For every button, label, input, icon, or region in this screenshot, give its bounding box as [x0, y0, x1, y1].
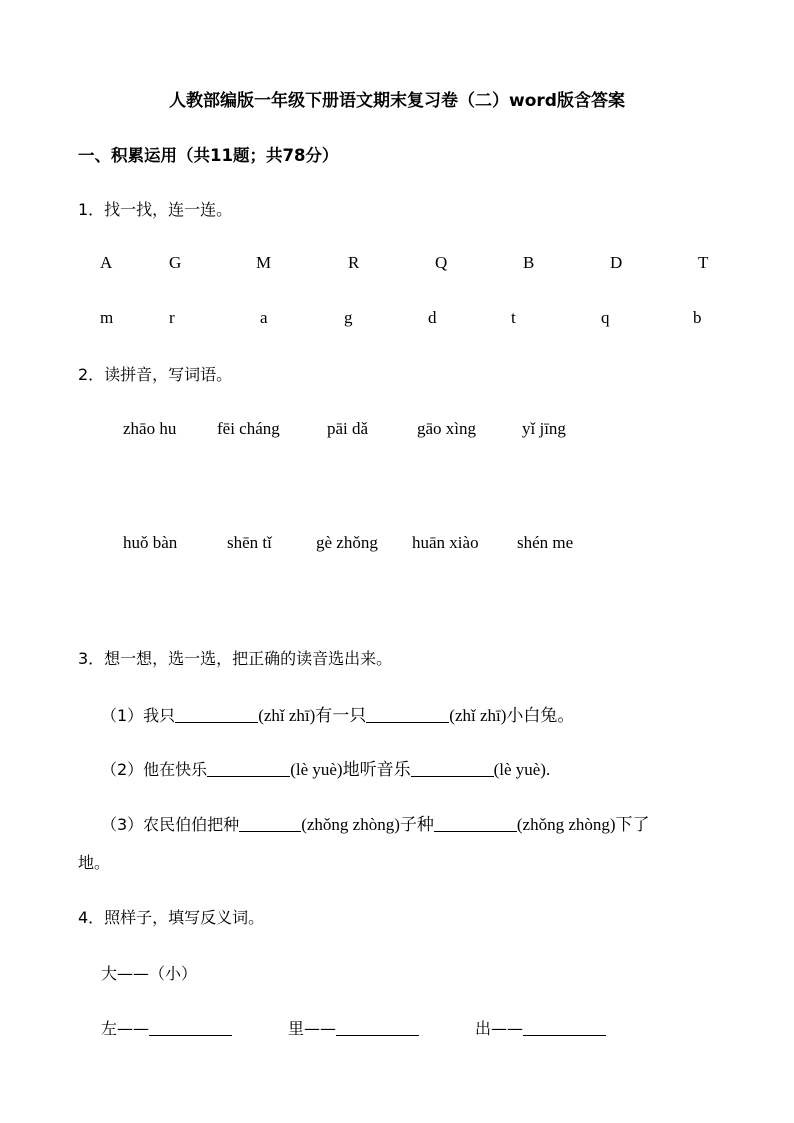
answer-blank[interactable]	[411, 762, 494, 777]
answer-blank[interactable]	[366, 708, 449, 723]
pinyin-word: shén me	[517, 533, 574, 552]
item-text: （1）我只	[101, 706, 176, 725]
pinyin-word: shēn tǐ	[227, 533, 272, 552]
upper-letter: Q	[435, 253, 448, 272]
question-1-label: 1．找一找，连一连。	[78, 200, 233, 219]
upper-letter: R	[348, 253, 360, 272]
antonym-example: 大——（小）	[101, 964, 198, 983]
question-3-label: 3．想一想，选一选，把正确的读音选出来。	[78, 649, 393, 668]
lower-letter: q	[601, 308, 610, 327]
item-text: (zhǒng zhòng)下了	[516, 815, 650, 834]
antonym-word: 里——	[288, 1019, 337, 1038]
lower-letter: a	[260, 308, 268, 327]
question-3-item-3-continued: 地。	[78, 853, 111, 872]
antonym-word: 出——	[475, 1019, 524, 1038]
upper-letter: A	[100, 253, 113, 272]
lower-letter: r	[169, 308, 175, 327]
pinyin-word: pāi dǎ	[327, 419, 369, 438]
pinyin-word: huǒ bàn	[123, 533, 178, 552]
answer-blank[interactable]	[207, 762, 290, 777]
pinyin-word: gāo xìng	[417, 419, 477, 438]
antonym-item	[288, 1016, 419, 1039]
upper-letter: D	[610, 253, 623, 272]
pinyin-word: zhāo hu	[123, 419, 177, 438]
answer-blank[interactable]	[149, 1021, 232, 1036]
answer-blank[interactable]	[175, 708, 258, 723]
lower-letter: g	[344, 308, 353, 327]
pinyin-word: yǐ jīng	[522, 419, 566, 438]
upper-letter: B	[523, 253, 535, 272]
question-4-label: 4．照样子，填写反义词。	[78, 908, 265, 927]
item-text: (zhǐ zhī)小白兔。	[449, 706, 575, 725]
lower-letter: t	[511, 308, 516, 327]
item-text: (lè yuè).	[493, 760, 551, 779]
question-3-item-3	[101, 810, 650, 835]
antonym-item	[475, 1016, 606, 1039]
lower-letter: d	[428, 308, 437, 327]
document-title: 人教部编版一年级下册语文期末复习卷（二）word版含答案	[169, 91, 625, 111]
lower-letter: b	[693, 308, 702, 327]
upper-letter: T	[698, 253, 709, 272]
upper-letter: G	[169, 253, 182, 272]
section-heading: 一、积累运用（共11题；共78分）	[78, 146, 339, 165]
item-text: （3）农民伯伯把种	[101, 815, 240, 834]
antonym-item	[101, 1016, 232, 1039]
item-text: (zhǒng zhòng)子种	[301, 815, 434, 834]
pinyin-word: fēi cháng	[217, 419, 280, 438]
question-3-item-1	[101, 701, 574, 726]
question-2-label: 2．读拼音，写词语。	[78, 365, 233, 384]
answer-blank[interactable]	[336, 1021, 419, 1036]
lower-letter: m	[100, 308, 114, 327]
pinyin-word: huān xiào	[412, 533, 479, 552]
upper-letter: M	[256, 253, 272, 272]
item-text: （2）他在快乐	[101, 760, 208, 779]
answer-blank[interactable]	[239, 817, 301, 832]
antonym-word: 左——	[101, 1019, 150, 1038]
answer-blank[interactable]	[434, 817, 517, 832]
item-text: (lè yuè)地听音乐	[290, 760, 411, 779]
item-text: (zhǐ zhī)有一只	[258, 706, 367, 725]
pinyin-word: gè zhǒng	[316, 533, 378, 552]
answer-blank[interactable]	[523, 1021, 606, 1036]
question-3-item-2	[101, 755, 550, 780]
